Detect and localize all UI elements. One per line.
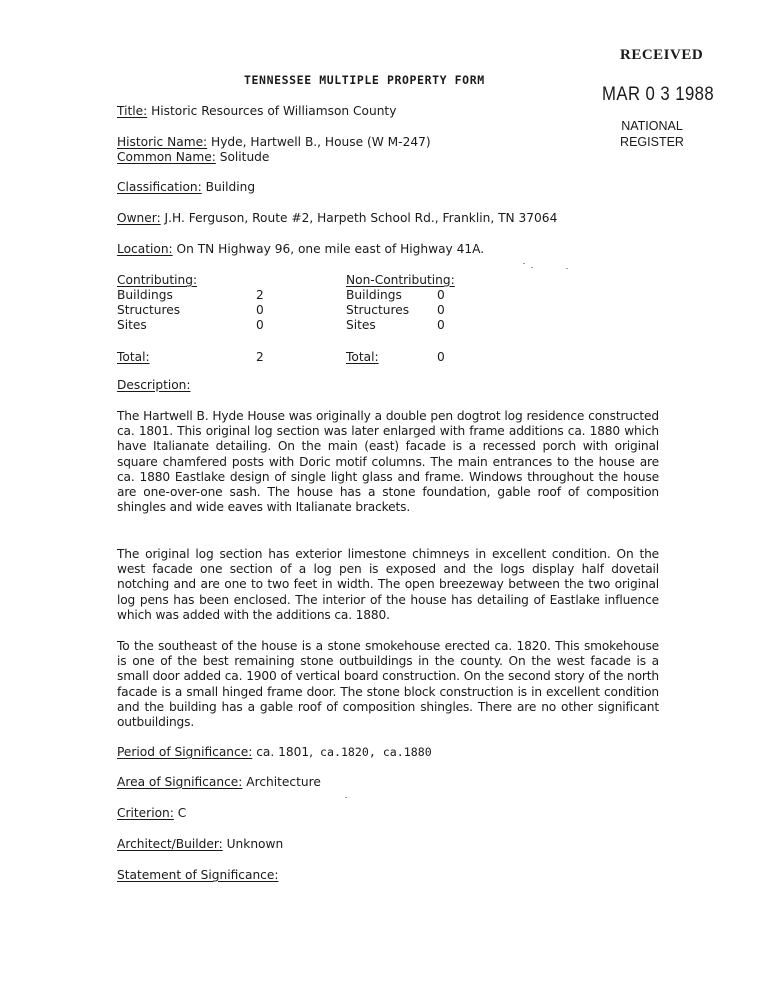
description-paragraph-2: The original log section has exterior limestone chimneys in excellent condition. On the west facade one section of a log pen is exposed and the logs display half dovetail notching and are one to two feet in width. The open breezeway between the two original log pens has been enclosed. The interior of the house has detailing of Eastlake influence which was added with the additions ca. 1880.: [117, 547, 659, 622]
form-title: TENNESSEE MULTIPLE PROPERTY FORM: [244, 73, 485, 87]
table-row: Structures 0: [346, 303, 445, 317]
owner-label: Owner:: [117, 211, 161, 225]
owner-field: [117, 211, 557, 225]
period-label: Period of Significance:: [117, 745, 253, 759]
description-paragraph-3: To the southeast of the house is a stone smokehouse erected ca. 1820. This smokehouse is one of the best remaining stone outbuildings in the county. On the west facade is a small door added ca. 1900 of vertical board construction. On the second story of the north facade is a small hinged frame door. The stone block construction is in excellent condition and the building has a gable roof of composition shingles. There are no other significant outbuildings.: [117, 639, 659, 730]
location-value: On TN Highway 96, one mile east of Highway 41A.: [172, 242, 485, 256]
criterion-field: [117, 806, 186, 820]
scan-speck: [531, 267, 533, 268]
table-row: Sites 0: [117, 318, 264, 332]
table-row: Buildings 0: [346, 288, 445, 302]
location-field: [117, 242, 484, 256]
title-field: [117, 104, 396, 118]
national-register-stamp: [617, 118, 687, 150]
classification-value: Building: [201, 180, 256, 194]
non-contributing-table: [346, 273, 486, 365]
criterion-value: C: [173, 806, 187, 820]
location-label: Location:: [117, 242, 173, 256]
scan-speck: [345, 797, 347, 798]
description-paragraph-1: The Hartwell B. Hyde House was originally a double pen dogtrot log residence constructed ca. 1801. This original log section was later enlarged with frame additions ca. 1880 which have Italianate detailing. On the main (east) facade is a recessed porch with original square chamfered posts with Doric motif columns. The main entrances to the house are ca. 1880 Eastlake design of single light glass and frame. Windows throughout the house are one-over-one sash. The house has a stone foundation, gable roof of composition shingles and wide eaves with Italianate brackets.: [117, 409, 659, 515]
period-of-significance-field: [117, 745, 432, 759]
table-row: Buildings 2: [117, 288, 264, 302]
architect-builder-field: [117, 837, 283, 851]
common-name-value: Solitude: [215, 150, 270, 164]
register-text: REGISTER: [620, 135, 684, 149]
total-row: Total: 2: [117, 350, 264, 364]
common-name-label: Common Name:: [117, 150, 216, 164]
historic-name-field: [117, 135, 431, 149]
received-date-stamp: MAR 0 3 1988: [602, 84, 715, 105]
period-value: ca. 1801,: [252, 745, 314, 759]
description-heading: Description:: [117, 378, 191, 392]
scan-speck: [523, 263, 525, 264]
classification-field: [117, 180, 255, 194]
statement-of-significance-field: [117, 868, 278, 882]
area-label: Area of Significance:: [117, 775, 243, 789]
statement-label: Statement of Significance:: [117, 868, 279, 882]
table-row: Sites 0: [346, 318, 445, 332]
period-value-typed: ca.1820, ca.1880: [313, 745, 432, 759]
architect-label: Architect/Builder:: [117, 837, 223, 851]
criterion-label: Criterion:: [117, 806, 174, 820]
scan-speck: [566, 268, 568, 269]
historic-name-label: Historic Name:: [117, 135, 208, 149]
table-row: Structures 0: [117, 303, 264, 317]
total-row: Total: 0: [346, 350, 445, 364]
received-stamp: RECEIVED: [620, 47, 704, 63]
area-of-significance-field: [117, 775, 321, 789]
classification-label: Classification:: [117, 180, 202, 194]
title-value: Historic Resources of Williamson County: [147, 104, 397, 118]
owner-value: J.H. Ferguson, Route #2, Harpeth School Rd., Franklin, TN 37064: [160, 211, 558, 225]
contributing-heading: Contributing:: [117, 273, 198, 287]
national-text: NATIONAL: [621, 119, 683, 133]
area-value: Architecture: [242, 775, 321, 789]
non-contributing-heading: Non-Contributing:: [346, 273, 455, 287]
contributing-table: [117, 273, 277, 365]
historic-name-value: Hyde, Hartwell B., House (W M-247): [207, 135, 431, 149]
common-name-field: [117, 150, 269, 164]
architect-value: Unknown: [222, 837, 284, 851]
title-label: Title:: [117, 104, 148, 118]
